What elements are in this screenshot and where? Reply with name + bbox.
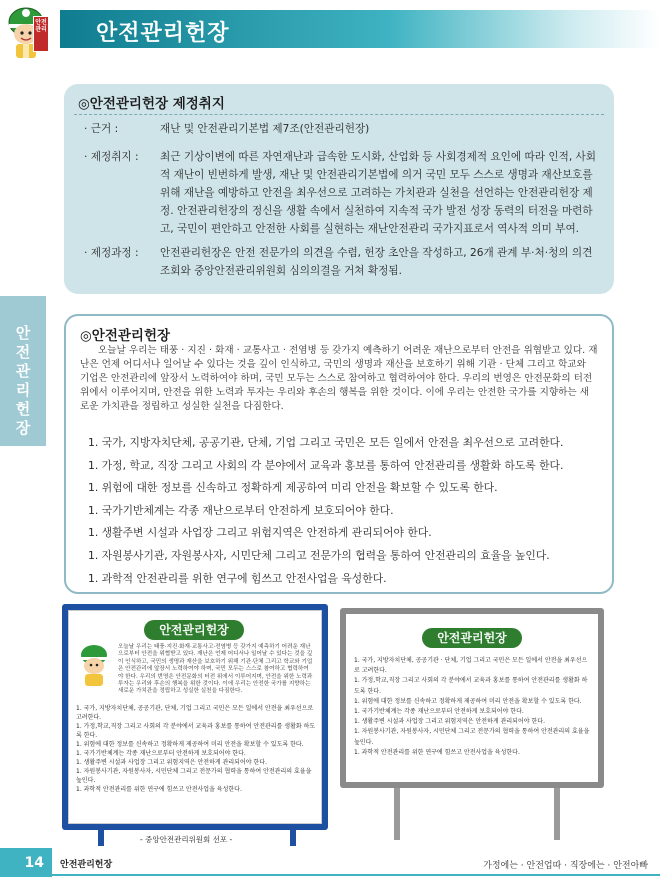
principles-list bbox=[88, 432, 600, 590]
footer-title: 안전관리헌장 bbox=[60, 860, 113, 870]
row-text: 안전관리헌장은 안전 전문가의 의견을 수렴, 헌장 초안을 작성하고, 26개 관계 부·처·청의 의견 조회와 중앙안전관리위원회 심의의결을 거쳐 확정됨. bbox=[160, 247, 593, 277]
board-item: 1. 가정,학교,직장 그리고 사회의 각 분야에서 교육과 홍보를 통하여 안전관리를 생활화 하도록 한다. bbox=[76, 723, 316, 739]
board-item: 1. 국가, 지방자치단체, 공공기관, 단체, 기업 그리고 국민은 모든 일에서 안전을 최우선으로 고려한다. bbox=[76, 705, 314, 721]
board-title: 안전관리헌장 bbox=[422, 628, 522, 648]
row-text: 최근 기상이변에 따른 자연재난과 급속한 도시화, 산업화 등 사회경제적 요인에 따라 인적, 사회적 재난이 빈번하게 발생, 재난 및 안전관리기본법에 의거 국민 모두 스스로 생명과 재산보호를 위해 재난을 예방하고 안전을 최우선으로 고려하는 가치관과 실천을 선언하는 안전관리헌장 제정. 안전관리헌장의 정신을 생활 속에서 실천하여 지속적 국가 발전 성장 동력의 터전을 마련하고, 국민이 편안하고 안전한 사회를 실현하는 재난안전관리 국가지표로서 역사적 의미 부여. bbox=[160, 151, 597, 235]
principle-item: 1. 국가, 지방자치단체, 공공기관, 단체, 기업 그리고 국민은 모든 일에서 안전을 최우선으로 고려한다. bbox=[88, 436, 564, 449]
principle-item: 1. 가정, 학교, 직장 그리고 사회의 각 분야에서 교육과 홍보를 통하여 안전관리를 생활화 하도록 한다. bbox=[88, 458, 564, 472]
row-text: 재난 및 안전관리기본법 제7조(안전관리헌장) bbox=[160, 123, 370, 135]
board-item: 1. 위험에 대한 정보를 신속하고 정확하게 제공하여 미리 안전을 확보할 수 있도록 한다. bbox=[354, 697, 582, 705]
board-item: 1. 자원봉사기관, 자원봉사자, 시민단체 그리고 전문가의 협력을 통하여 안전관리의 효율을 높인다. bbox=[76, 768, 312, 784]
page-footer bbox=[0, 848, 660, 877]
signboard-blue bbox=[62, 604, 328, 846]
principle-item: 1. 국가기반체계는 각종 재난으로부터 안전하게 보호되어야 한다. bbox=[88, 503, 394, 517]
divider bbox=[74, 114, 604, 115]
board-item: 1. 국가기반체계는 각종 재난으로부터 안전하게 보호되어야 한다. bbox=[354, 708, 524, 716]
mascot-icon bbox=[74, 642, 114, 688]
charter-intro bbox=[80, 344, 598, 414]
row-label: · 근거 : bbox=[84, 123, 119, 135]
principle-item: 1. 위험에 대한 정보를 신속하고 정확하게 제공하여 미리 안전을 확보할 수 있도록 한다. bbox=[88, 481, 498, 495]
signboard-grey bbox=[340, 608, 604, 840]
board-caption: - 중앙안전관리위원회 선포 - bbox=[140, 835, 233, 844]
board-principles bbox=[354, 656, 590, 758]
intro-paragraph: 오늘날 우리는 태풍 · 지진 · 화재 · 교통사고 · 전염병 등 갖가지 예측하기 어려운 재난으로부터 안전을 위협받고 있다. 재난은 언제 어디서나 일어날 수 있다는 것을 깊이 인식하고, 국민의 생명과 재산을 보호하기 위해 기관 · 단체 그리고 학교와 기업은 안전관리에 앞장서 노력하여야 하며, 국민 모두는 스스로 참여하고 협력하여야 한다. 우리의 번영은 안전문화의 터전 위에서 이루어지며, 안전을 위한 노력과 투자는 우리와 후손의 행복을 위한 것이다. 이에 우리는 안전한 국가를 지향하는 새로운 가치관을 정립하고 성실한 실천을 다짐한다. bbox=[80, 345, 598, 412]
page-title: 안전관리헌장 bbox=[96, 21, 230, 46]
row-label: · 제정과정 : bbox=[84, 247, 139, 259]
principle-item: 1. 생활주변 시설과 사업장 그리고 위험지역은 안전하게 관리되어야 한다. bbox=[88, 526, 432, 540]
board-item: 1. 과학적 안전관리를 위한 연구에 힘쓰고 안전사업을 육성한다. bbox=[354, 748, 520, 756]
page-number: 14 bbox=[0, 848, 52, 877]
board-item: 1. 위험에 대한 정보를 신속하고 정확하게 제공하여 미리 안전을 확보할 수 있도록 한다. bbox=[76, 741, 304, 748]
row-label: · 제정취지 : bbox=[84, 151, 139, 163]
principle-item: 1. 자원봉사기관, 자원봉사자, 시민단체 그리고 전문가의 협력을 통하여 안전관리의 효율을 높인다. bbox=[88, 548, 550, 562]
section-title: ◎안전관리헌장 제정취지 bbox=[78, 96, 225, 112]
page-header bbox=[0, 0, 660, 62]
board-item: 1. 가정,학교,직장 그리고 사회의 각 분야에서 교육과 홍보를 통하여 안전관리를 생활화 하도록 한다. bbox=[354, 677, 588, 695]
footer-rule bbox=[52, 874, 660, 876]
board-item: 1. 자원봉사기관, 자원봉사자, 시민단체 그리고 전문가의 협력을 통하여 안전관리의 효율을 높인다. bbox=[354, 728, 590, 746]
enactment-purpose-box bbox=[64, 84, 614, 294]
board-item: 1. 국가기반체계는 각종 재난으로부터 안전하게 보호되어야 한다. bbox=[76, 750, 246, 757]
board-item: 1. 생활주변 시설과 사업장 그리고 위험지역은 안전하게 관리되어야 한다. bbox=[76, 759, 267, 766]
board-intro: 오늘날 우리는 태풍·지진·화재·교통사고·전염병 등 갖가지 예측하기 어려운 재난으로부터 안전을 위협받고 있다. 재난은 언제 어디서나 일어날 수 있다는 것을 깊이 인식하고, 국민의 생명과 재산을 보호하기 위해 기관·단체 그리고 학교와 기업은 안전관리에 앞장서 노력하여야 하며, 국민 모두는 스스로 참여하고 협력하여야 한다. 우리의 번영은 안전문화의 터전 위에서 이루어지며, 안전을 위한 노력과 투자는 우리와 후손의 행복을 위한 것이다. 이에 우리는 안전한 국가를 지향하는 새로운 가치관을 정립하고 성실한 실천을 다짐한다. bbox=[118, 644, 313, 695]
side-tab bbox=[0, 296, 46, 446]
board-item: 1. 생활주변 시설과 사업장 그리고 위험지역은 안전하게 관리되어야 한다. bbox=[354, 718, 545, 726]
side-tab-label: 안전관리헌장 bbox=[15, 324, 31, 437]
board-principles bbox=[76, 704, 316, 794]
board-title: 안전관리헌장 bbox=[144, 620, 244, 640]
mascot-icon bbox=[4, 2, 58, 62]
mascot-badge: 안전관리 bbox=[33, 16, 49, 52]
board-item: 1. 국가, 지방자치단체, 공공기관 · 단체, 기업 그리고 국민은 모든 일에서 안전을 최우선으로 고려한다. bbox=[354, 657, 588, 675]
charter-box bbox=[64, 314, 614, 594]
footer-slogan: 가정에는 · 안전업따 · 직장에는 · 안전아빠 bbox=[483, 861, 648, 871]
principle-item: 1. 과학적 안전관리를 위한 연구에 힘쓰고 안전사업을 육성한다. bbox=[88, 571, 387, 585]
board-item: 1. 과학적 안전관리를 위한 연구에 힘쓰고 안전사업을 육성한다. bbox=[76, 786, 242, 793]
section-title: ◎안전관리헌장 bbox=[80, 328, 171, 344]
